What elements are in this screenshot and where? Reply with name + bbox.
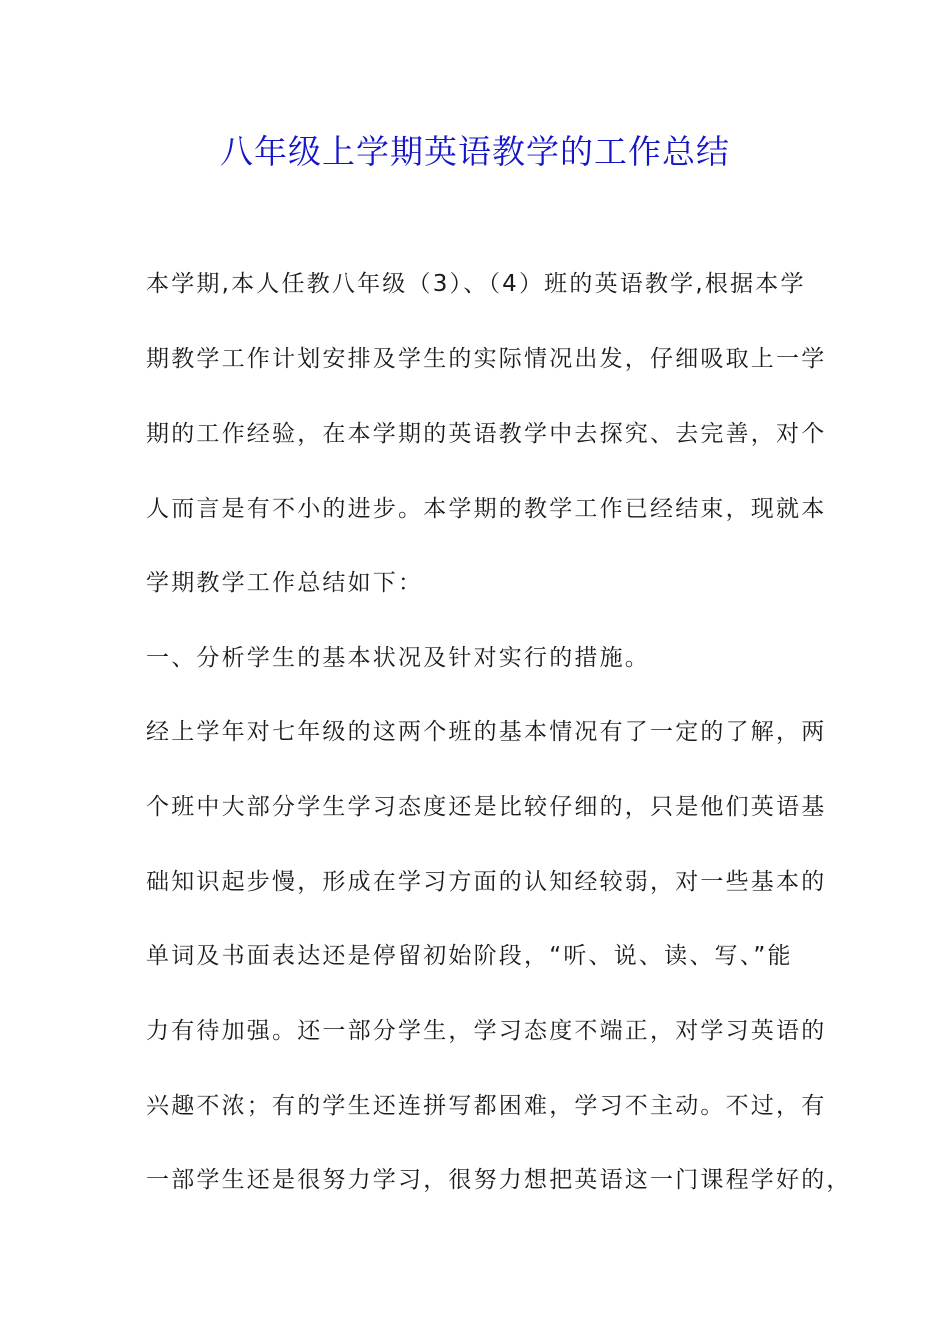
paragraph-line-13: 一部学生还是很努力学习，很努力想把英语这一门课程学好的， <box>146 1167 852 1193</box>
paragraph-line-5: 学期教学工作总结如下： <box>146 570 424 596</box>
paragraph-line-10: 单词及书面表达还是停留初始阶段，“听、说、读、写、”能 <box>146 943 793 969</box>
section-heading-1: 一、分析学生的基本状况及针对实行的措施。 <box>146 645 650 671</box>
paragraph-line-12: 兴趣不浓；有的学生还连拼写都困难，学习不主动。不过，有 <box>146 1093 827 1119</box>
paragraph-line-2: 期教学工作计划安排及学生的实际情况出发，仔细吸取上一学 <box>146 346 827 372</box>
paragraph-line-9: 础知识起步慢，形成在学习方面的认知经较弱，对一些基本的 <box>146 869 827 895</box>
paragraph-line-11: 力有待加强。还一部分学生，学习态度不端正，对学习英语的 <box>146 1018 827 1044</box>
paragraph-line-8: 个班中大部分学生学习态度还是比较仔细的，只是他们英语基 <box>146 794 827 820</box>
paragraph-line-3: 期的工作经验，在本学期的英语教学中去探究、去完善，对个 <box>146 421 827 447</box>
document-title: 八年级上学期英语教学的工作总结 <box>220 132 730 171</box>
paragraph-line-7: 经上学年对七年级的这两个班的基本情况有了一定的了解，两 <box>146 719 827 745</box>
paragraph-line-1: 本学期,本人任教八年级（3）、（4）班的英语教学,根据本学 <box>146 271 806 297</box>
paragraph-line-4: 人而言是有不小的进步。本学期的教学工作已经结束，现就本 <box>146 496 827 522</box>
